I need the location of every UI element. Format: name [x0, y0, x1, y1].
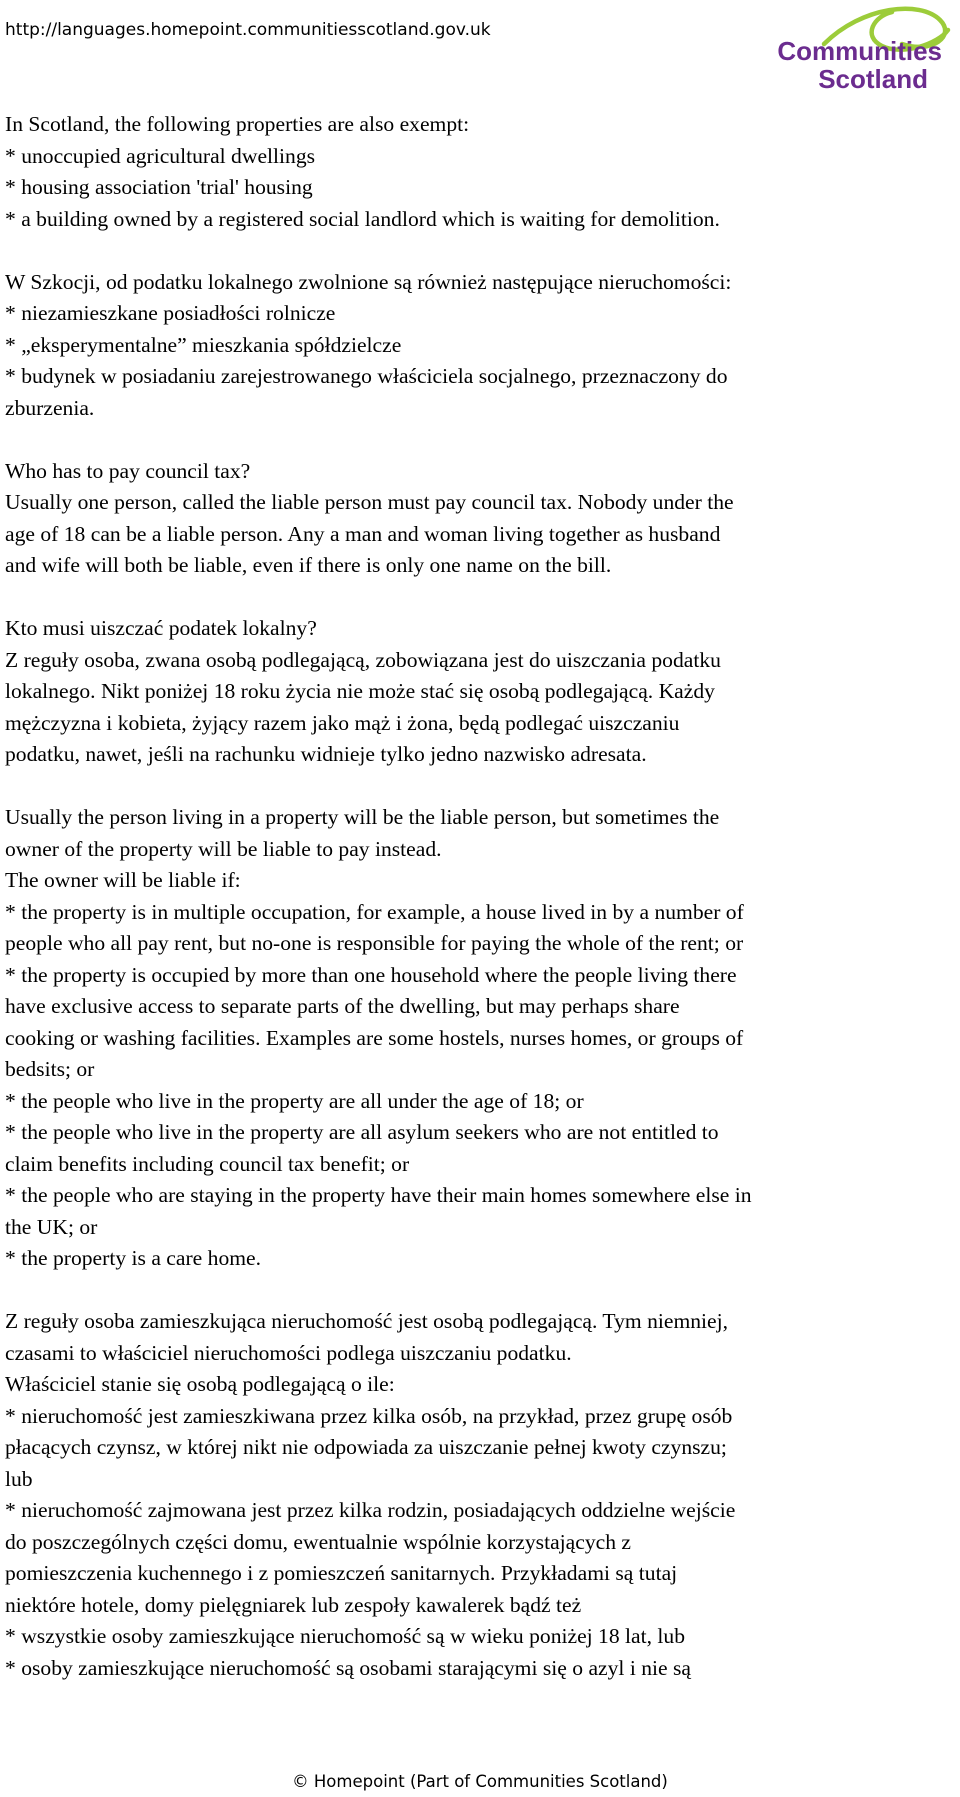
text-line: * unoccupied agricultural dwellings — [5, 143, 316, 168]
footer-copyright: © Homepoint (Part of Communities Scotland) — [292, 1772, 668, 1791]
text-line: W Szkocji, od podatku lokalnego zwolnione są również następujące nieruchomości: — [5, 269, 732, 294]
text-line: płacących czynsz, w której nikt nie odpowiada za uiszczanie pełnej kwoty czynszu; — [5, 1435, 727, 1459]
logo-line-1: Communities — [777, 36, 942, 66]
text-line: * the people who live in the property are all under the age of 18; or — [5, 1088, 584, 1113]
text-line: claim benefits including council tax benefit; or — [5, 1151, 410, 1176]
text-line: pomieszczenia kuchennego i z pomieszczeń sanitarnych. Przykładami są tutaj — [5, 1561, 678, 1585]
paragraph — [5, 109, 957, 235]
text-line: * the property is in multiple occupation, for example, a house lived in by a number of — [5, 899, 744, 924]
text-line: * „eksperymentalne” mieszkania spółdzielcze — [5, 332, 402, 357]
text-line: lokalnego. Nikt poniżej 18 roku życia nie może stać się osobą podlegającą. Każdy — [5, 679, 715, 703]
text-line: Kto musi uiszczać podatek lokalny? — [5, 616, 317, 640]
paragraph — [5, 456, 957, 582]
text-line: niektóre hotele, domy pielęgniarek lub zespoły kawalerek bądź też — [5, 1592, 582, 1617]
text-line: have exclusive access to separate parts of the dwelling, but may perhaps share — [5, 994, 680, 1018]
text-line: zburzenia. — [5, 395, 95, 420]
text-line: * niezamieszkane posiadłości rolnicze — [5, 301, 336, 325]
source-url: http://languages.homepoint.communitiesscotland.gov.uk — [5, 20, 491, 40]
text-line: bedsits; or — [5, 1057, 95, 1081]
text-line: * nieruchomość zajmowana jest przez kilka rodzin, posiadających oddzielne wejście — [5, 1498, 736, 1522]
text-line: Who has to pay council tax? — [5, 458, 251, 483]
text-line: Właściciel stanie się osobą podlegającą o ile: — [5, 1372, 395, 1396]
communities-scotland-logo — [742, 4, 960, 96]
paragraph — [5, 802, 957, 1275]
text-line: podatku, nawet, jeśli na rachunku widnieje tylko jedno nazwisko adresata. — [5, 742, 647, 766]
text-line: * osoby zamieszkujące nieruchomość są osobami starającymi się o azyl i nie są — [5, 1655, 691, 1680]
text-line: The owner will be liable if: — [5, 868, 241, 892]
paragraph — [5, 1306, 957, 1684]
text-line: age of 18 can be a liable person. Any a man and woman living together as husband — [5, 521, 721, 546]
text-line: * nieruchomość jest zamieszkiwana przez kilka osób, na przykład, przez grupę osób — [5, 1403, 733, 1428]
text-line: do poszczególnych części domu, ewentualnie wspólnie korzystających z — [5, 1529, 631, 1554]
text-line: * the property is a care home. — [5, 1246, 262, 1270]
text-line: In Scotland, the following properties are also exempt: — [5, 112, 470, 136]
text-line: * housing association 'trial' housing — [5, 175, 313, 199]
text-line: * the people who are staying in the property have their main homes somewhere else in — [5, 1183, 752, 1207]
text-line: Usually the person living in a property will be the liable person, but sometimes the — [5, 805, 720, 829]
paragraph — [5, 613, 957, 771]
text-line: mężczyzna i kobieta, żyjący razem jako mąż i żona, będą podlegać uiszczaniu — [5, 710, 680, 735]
text-line: the UK; or — [5, 1214, 98, 1239]
text-line: and wife will both be liable, even if there is only one name on the bill. — [5, 553, 612, 577]
text-line: Usually one person, called the liable person must pay council tax. Nobody under the — [5, 490, 734, 514]
paragraph — [5, 267, 957, 425]
text-line: * a building owned by a registered social landlord which is waiting for demolition. — [5, 206, 720, 231]
document-body — [5, 109, 957, 1716]
text-line: * budynek w posiadaniu zarejestrowanego właściciela socjalnego, przeznaczony do — [5, 364, 728, 388]
text-line: owner of the property will be liable to pay instead. — [5, 836, 442, 861]
text-line: Z reguły osoba zamieszkująca nieruchomość jest osobą podlegającą. Tym niemniej, — [5, 1309, 729, 1333]
logo-line-2: Scotland — [818, 64, 928, 94]
text-line: cooking or washing facilities. Examples are some hostels, nurses homes, or groups of — [5, 1025, 744, 1050]
text-line: * the people who live in the property are all asylum seekers who are not entitled to — [5, 1120, 719, 1144]
text-line: czasami to właściciel nieruchomości podlega uiszczaniu podatku. — [5, 1340, 572, 1365]
text-line: Z reguły osoba, zwana osobą podlegającą, zobowiązana jest do uiszczania podatku — [5, 647, 721, 672]
text-line: * the property is occupied by more than one household where the people living there — [5, 962, 737, 987]
text-line: lub — [5, 1466, 33, 1491]
text-line: * wszystkie osoby zamieszkujące nieruchomość są w wieku poniżej 18 lat, lub — [5, 1624, 686, 1648]
text-line: people who all pay rent, but no-one is responsible for paying the whole of the rent; or — [5, 931, 744, 955]
